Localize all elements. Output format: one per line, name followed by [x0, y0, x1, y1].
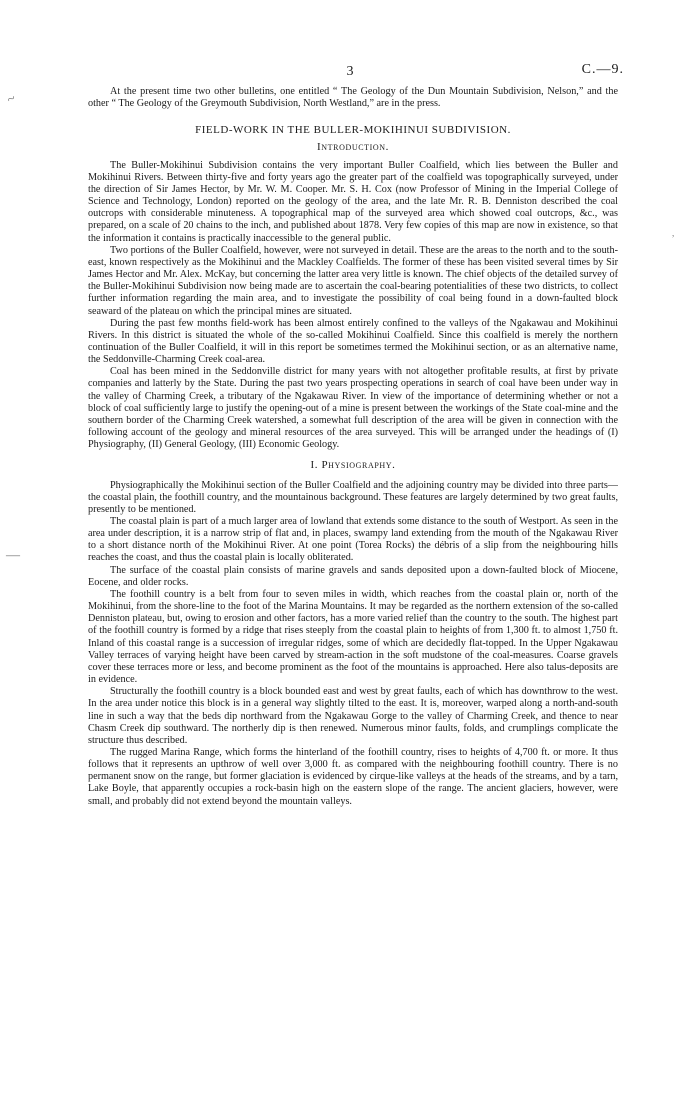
page-number: 3 — [346, 64, 354, 79]
introduction-paragraph: During the past few months field-work has been almost entirely confined to the valleys of the Ngakawau and Mokihinui Rivers. In this district is situated the whole of the so-called Mokihinui Coalfield. Since this coalfield is merely the northern continuation of the Buller Coalfield, it will in this report be sometimes termed the Mokihinui section, or as an alternative name, the Seddonville-Charming Creek coal-area. — [88, 317, 618, 366]
margin-pencil-mark: — — [6, 548, 20, 563]
physiography-paragraph: The surface of the coastal plain consists of marine gravels and sands deposited upon a down-faulted block of Miocene, Eocene, and older rocks. — [88, 564, 618, 588]
physiography-paragraph: The rugged Marina Range, which forms the hinterland of the foothill country, rises to heights of 4,700 ft. or more. It thus follows that it represents an upthrow of well over 3,000 ft. as compared with the neighbouring foothill country. There is no permanent snow on the range, but former glaciation is evidenced by cirque-like valleys at the heads of the streams, and by a tarn, Lake Boyle, that apparently occupies a rock-basin high on the eastern slope of the range. The ancient glaciers, however, were small, and probably did not extend beyond the mountain valleys. — [88, 746, 618, 807]
physiography-paragraph: Physiographically the Mokihinui section of the Buller Coalfield and the adjoining country may be divided into three parts—the coastal plain, the foothill country, and the mountainous background. These features are largely determined by two great faults, presently to be mentioned. — [88, 479, 618, 515]
intro-paragraph: At the present time two other bulletins, one entitled “ The Geology of the Dun Mountain Subdivision, Nelson,” and the other “ The Geology of the Greymouth Subdivision, North Westland,” are in the press. — [88, 86, 618, 110]
physiography-paragraph: Structurally the foothill country is a block bounded east and west by great faults, each of which has downthrow to the west. In the area under notice this block is in a general way slightly tilted to the east. It is, moreover, warped along a north-and-south line in such a way that the beds dip northward from the Ngakawau Gorge to the valley of Charming Creek, and thence to near Chasm Creek dip southward. The northerly dip is then renewed. Numerous minor faults, folds, and crumplings complicate the structure thus described. — [88, 686, 618, 746]
physiography-paragraph: The foothill country is a belt from four to seven miles in width, which reaches from the coastal plain or, north of the Mokihinui, from the shore-line to the foot of the Marina Mountains. It may be regarded as the northern extension of the so-called Denniston plateau, but, owing to erosion and other factors, has a more varied relief than the country to the south. The highest part of the foothill country is formed by a ridge that rises steeply from the coastal plain to heights of from 1,300 ft. to almost 1,750 ft. Inland of this coastal range is a succession of irregular ridges, some of which are decidedly flat-topped. In the Upper Ngakawau Valley terraces of varying height have been carved by stream-action in the soft mudstone of the coal-measures. Coarse gravels cover these terraces more or less, and become prominent as the foot of the mountains is approached. Here also talus-deposits are in evidence. — [88, 588, 618, 686]
introduction-heading: Introduction. — [317, 141, 389, 154]
physiography-heading: I. Physiography. — [310, 459, 396, 472]
introduction-paragraph: Coal has been mined in the Seddonville district for many years with not altogether profitable results, at first by private companies and latterly by the State. During the past two years prospecting operations in search of coal have been under way in the valley of Charming Creek, a tributary of the Ngakawau River. In view of the importance of determining whether or not a block of coal sufficiently large to justify the opening-out of a mine is present between the workings of the State coal-mine and the southern border of the Charming Creek watershed, a somewhat full description of the area will be given in connection with the following account of the geology and mineral resources of the area surveyed. This will be arranged under the headings of (I) Physiography, (II) General Geology, (III) Economic Geology. — [88, 366, 618, 451]
margin-pencil-mark: ~ — [4, 91, 19, 108]
introduction-paragraph: The Buller-Mokihinui Subdivision contains the very important Buller Coalfield, which lies between the Buller and Mokihinui Rivers. Between thirty-five and forty years ago the greater part of the coalfield was topographically surveyed, under the direction of Sir James Hector, by Mr. W. M. Cooper. Mr. S. H. Cox (now Professor of Mining in the Imperial College of Science and Technology, London) reported on the geology of the area, and the late Mr. R. B. Denniston described the coal outcrops with considerable minuteness. A topographical map of the surveyed area which showed coal outcrops, &c., was prepared, on a scale of 20 chains to the inch, and published about 1878. Very few copies of this map are now in existence, so that the information it contains is practically inaccessible to the general public. — [88, 159, 618, 244]
introduction-paragraph: Two portions of the Buller Coalfield, however, were not surveyed in detail. These are the areas to the north and to the south-east, known respectively as the Mokihinui and the Mackley Coalfields. The former of these has been visited several times by Sir James Hector and Mr. Alex. McKay, but concerning the latter area very little is known. The chief objects of the detailed survey of the Buller-Mokihinui Subdivision now being made are to ascertain the coal-bearing potentialities of these two districts, to collect further information regarding the main area, and to investigate the possibility of coal being found in a down-faulted block seaward of the plateau on which the principal mines are situated. — [88, 244, 618, 317]
margin-pencil-mark: , — [672, 228, 675, 238]
section-title: FIELD-WORK IN THE BULLER-MOKIHINUI SUBDIVISION. — [195, 124, 511, 137]
document-reference: C.—9. — [581, 62, 624, 77]
page-content — [88, 86, 618, 808]
physiography-paragraph: The coastal plain is part of a much larger area of lowland that extends some distance to the south of Westport. As seen in the area under description, it is a narrow strip of flat and, in places, swampy land extending from the mouth of the Ngakawau River to a short distance north of the Mokihinui River. At one point (Torea Rocks) the débris of a slip from the neighbouring hills reaches the coast, and thus the coastal plain is locally obliterated. — [88, 516, 618, 564]
